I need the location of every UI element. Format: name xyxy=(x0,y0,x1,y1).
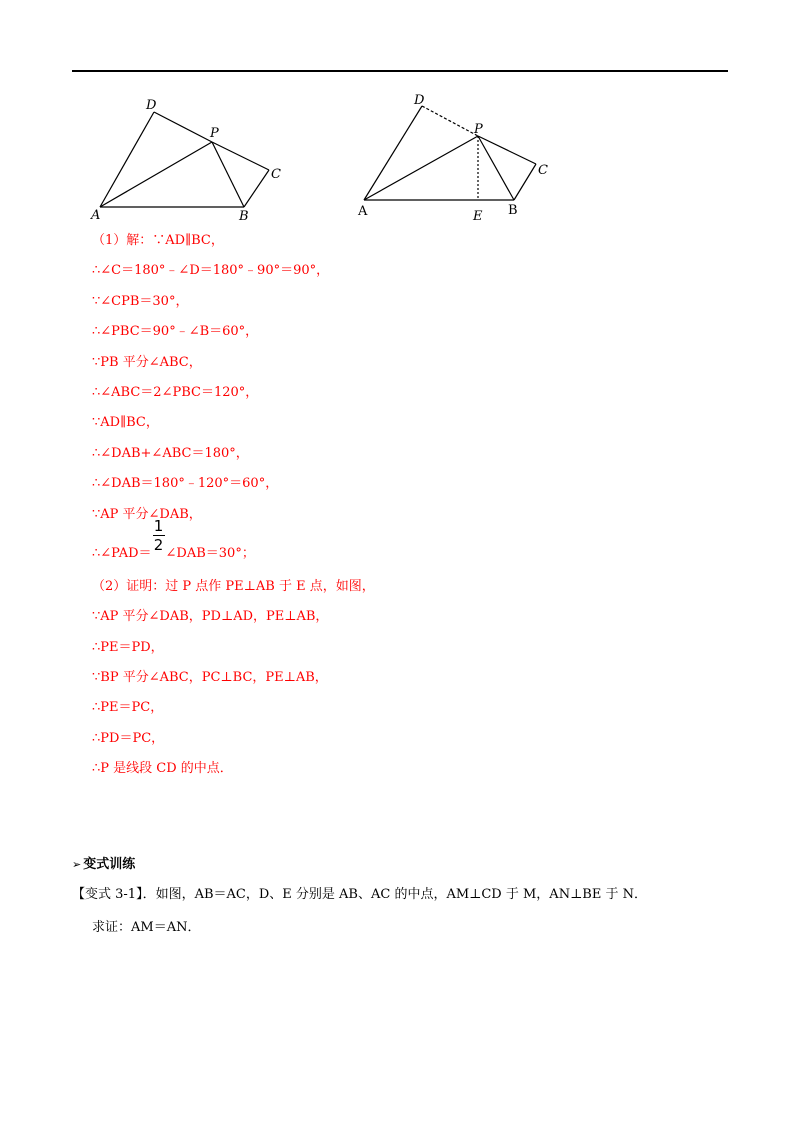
problem-tag: 【变式 3-1】 xyxy=(72,887,143,902)
label-d: D xyxy=(414,93,425,108)
figure-1-quadrilateral xyxy=(86,96,296,224)
label-c: C xyxy=(271,167,281,182)
solution-line: ∵AP 平分∠DAB，PD⊥AD，PE⊥AB， xyxy=(92,609,329,625)
problem-prove: 求证：AM＝AN． xyxy=(92,920,201,935)
segment-cb xyxy=(514,164,536,200)
label-e: E xyxy=(473,209,483,224)
solution-line: ∴PE＝PD， xyxy=(92,639,164,655)
segment-pc xyxy=(478,136,536,164)
solution-line: ∴∠DAB+∠ABC＝180°， xyxy=(92,445,249,461)
solution-line: （1）解：∵AD∥BC， xyxy=(92,233,224,248)
label-d: D xyxy=(146,98,157,113)
fraction-line-after: ∠DAB＝30°； xyxy=(165,545,255,561)
segment-dp xyxy=(154,112,212,142)
segment-pc xyxy=(212,142,269,170)
segment-cb xyxy=(244,170,269,207)
section-heading xyxy=(72,853,135,872)
label-b: B xyxy=(508,203,518,218)
solution-line: ∵BP 平分∠ABC，PC⊥BC，PE⊥AB， xyxy=(92,670,328,686)
fraction-numerator: 1 xyxy=(153,516,164,535)
arrow-bullet-icon: ➢ xyxy=(72,858,82,871)
segment-pb xyxy=(212,142,244,207)
fraction-one-half xyxy=(152,516,166,557)
solution-line: ∴∠PBC＝90°﹣∠B＝60°， xyxy=(92,324,259,340)
solution-line: ∵∠CPB＝30°， xyxy=(92,293,189,309)
solution-line: ∵PB 平分∠ABC， xyxy=(92,354,202,370)
solution-line: ∴∠ABC＝2∠PBC＝120°， xyxy=(92,384,259,400)
segment-dp xyxy=(422,106,478,136)
figure-2-quadrilateral xyxy=(354,92,564,230)
solution-line: ∵AD∥BC， xyxy=(92,415,159,431)
problem-statement xyxy=(72,883,647,902)
fraction-line-before: ∴∠PAD＝ xyxy=(92,545,152,561)
solution-line: ∴∠C＝180°﹣∠D＝180°﹣90°＝90°， xyxy=(92,263,330,279)
segment-ap xyxy=(364,136,478,200)
solution-block xyxy=(92,226,712,785)
solution-line: ∴PD＝PC， xyxy=(92,730,165,746)
fraction-denominator: 2 xyxy=(153,535,164,554)
solution-line: ∴PE＝PC， xyxy=(92,700,164,716)
label-a: A xyxy=(358,204,368,219)
segment-pb xyxy=(478,136,514,200)
label-p: P xyxy=(474,122,483,137)
solution-line-fraction xyxy=(92,516,712,572)
solution-line: ∵AP 平分∠DAB， xyxy=(92,506,202,522)
label-b: B xyxy=(239,209,249,224)
label-a: A xyxy=(91,208,101,223)
header-rule xyxy=(72,70,728,72)
problem-text: ．如图，AB＝AC，D、E 分别是 AB、AC 的中点，AM⊥CD 于 M，AN⊥BE 于 N． xyxy=(142,887,647,902)
segment-ad xyxy=(100,112,154,207)
section-title: 变式训练 xyxy=(83,857,136,872)
solution-line: ∴∠DAB＝180°﹣120°＝60°， xyxy=(92,476,279,492)
solution-line: ∴P 是线段 CD 的中点． xyxy=(92,761,233,777)
label-p: P xyxy=(210,126,219,141)
solution-line: （2）证明：过 P 点作 PE⊥AB 于 E 点，如图， xyxy=(92,578,375,594)
segment-ad xyxy=(364,106,422,200)
segment-ap xyxy=(100,142,212,207)
label-c: C xyxy=(538,163,548,178)
